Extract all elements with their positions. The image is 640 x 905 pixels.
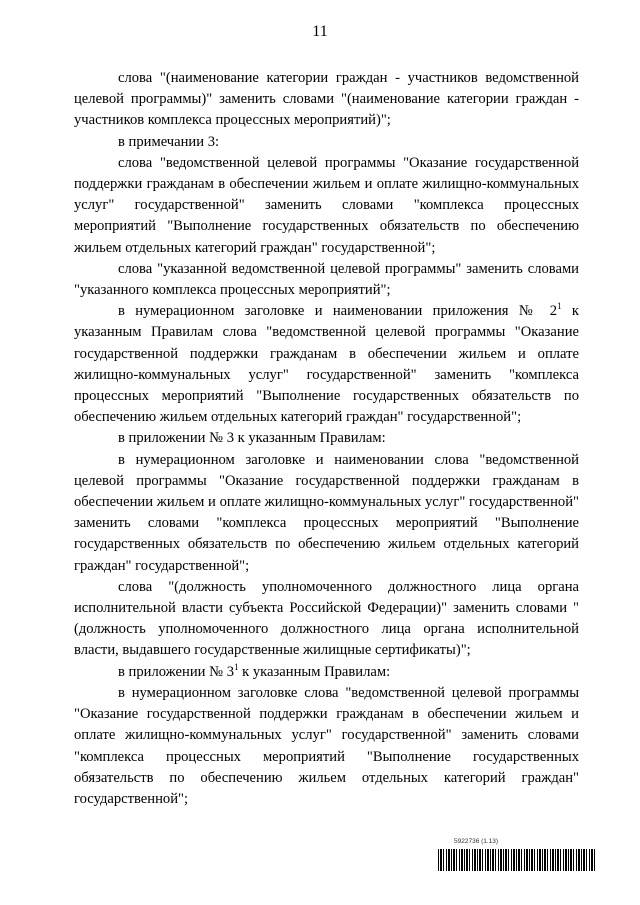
document-body — [74, 68, 579, 810]
paragraph: в примечании 3: — [118, 133, 220, 150]
superscript: 1 — [234, 661, 239, 672]
paragraph: в нумерационном заголовке слова "ведомственной целевой программы "Оказание государственной поддержки гражданам в обеспечении жильем и оплате жилищно-коммунальных услуг" государственной" заменить словами "комплекса процессных мероприятий "Выполнение государственных обязательств по обеспечению жильем отдельных категорий граждан" государственной"; — [74, 684, 579, 807]
paragraph: слова "(должность уполномоченного должностного лица органа исполнительной власти субъекта Российской Федерации)" заменить словами "(должность уполномоченного должностного лица органа исполнительной власти, выдавшего государственные жилищные сертификаты)"; — [74, 578, 579, 659]
paragraph: в нумерационном заголовке и наименовании слова "ведомственной целевой программы "Оказание государственной поддержки гражданам в обеспечении жильем и оплате жилищно-коммунальных услуг" государственной" заменить словами "комплекса процессных мероприятий "Выполнение государственных обязательств по обеспечению жильем отдельных категорий граждан" государственной"; — [74, 451, 579, 574]
paragraph: слова "ведомственной целевой программы "Оказание государственной поддержки гражданам в обеспечении жильем и оплате жилищно-коммунальных услуг" государственной" заменить словами "комплекса процессных мероприятий "Выполнение государственных обязательств по обеспечению жильем отдельных категорий граждан" государственной"; — [74, 154, 579, 256]
barcode-icon — [438, 849, 596, 871]
superscript: 1 — [557, 301, 562, 312]
document-code: 5922736 (1.13) — [454, 838, 499, 845]
paragraph: в приложении № 3 к указанным Правилам: — [118, 430, 386, 447]
paragraph-text: к указанным Правилам слова "ведомственной целевой программы "Оказание государственной поддержки гражданам в обеспечении жильем и оплате жилищно-коммунальных услуг" государственной" заменить "комплекса процессных мероприятий "Выполнение государственных обязательств по обеспечению жильем отдельных категорий граждан" государственной"; — [74, 303, 579, 426]
paragraph-text: в приложении № 3 — [118, 663, 234, 680]
paragraph-text: к указанным Правилам: — [238, 663, 391, 680]
paragraph: слова "(наименование категории граждан - участников ведомственной целевой программы)" заменить словами "(наименование категории граждан - участников комплекса процессных мероприятий)"; — [74, 70, 579, 129]
paragraph: слова "указанной ведомственной целевой программы" заменить словами "указанного комплекса процессных мероприятий"; — [74, 260, 579, 299]
paragraph — [74, 301, 579, 428]
page-number: 11 — [312, 23, 328, 40]
paragraph — [74, 662, 579, 683]
paragraph-text: в нумерационном заголовке и наименовании приложения № 2 — [118, 303, 558, 320]
